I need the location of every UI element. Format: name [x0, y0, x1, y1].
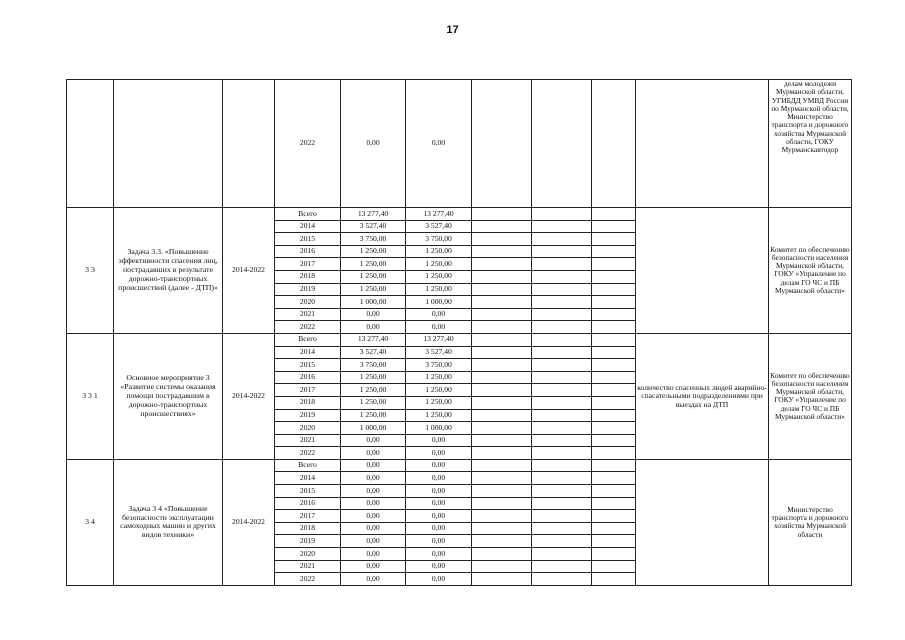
total-cell: 1 250,00 — [341, 396, 406, 409]
local-budget-cell — [532, 346, 592, 359]
regional-budget-cell: 0,00 — [406, 459, 472, 472]
year-cell: 2018 — [275, 396, 341, 409]
total-cell: 1 250,00 — [341, 245, 406, 258]
regional-budget-cell: 3 750,00 — [406, 359, 472, 372]
table-row — [67, 333, 852, 346]
other-sources-cell — [592, 522, 636, 535]
total-cell: 3 527,40 — [341, 220, 406, 233]
year-cell: 2020 — [275, 548, 341, 561]
other-sources-cell — [592, 485, 636, 498]
year-cell: 2014 — [275, 220, 341, 233]
indicator-cell: количество спасенных людей аварийно-спасательными подразделениями при выездах на ДТП — [636, 333, 769, 459]
cell-federal — [472, 80, 532, 208]
total-cell: 13 277,40 — [341, 208, 406, 221]
total-cell: 1 250,00 — [341, 283, 406, 296]
local-budget-cell — [532, 308, 592, 321]
other-sources-cell — [592, 359, 636, 372]
local-budget-cell — [532, 371, 592, 384]
other-sources-cell — [592, 258, 636, 271]
task-code-cell: 3 3 1 — [67, 333, 114, 459]
regional-budget-cell: 1 000,00 — [406, 296, 472, 309]
task-period-cell: 2014-2022 — [223, 208, 275, 334]
total-cell: 3 750,00 — [341, 233, 406, 246]
year-cell: 2021 — [275, 560, 341, 573]
total-cell: 3 750,00 — [341, 359, 406, 372]
local-budget-cell — [532, 447, 592, 460]
year-cell: 2020 — [275, 422, 341, 435]
cell-period — [223, 80, 275, 208]
federal-budget-cell — [472, 233, 532, 246]
local-budget-cell — [532, 409, 592, 422]
continuation-row — [67, 80, 852, 208]
other-sources-cell — [592, 283, 636, 296]
regional-budget-cell: 0,00 — [406, 535, 472, 548]
task-period-cell: 2014-2022 — [223, 459, 275, 585]
table-row — [67, 208, 852, 221]
cell-indicator — [636, 80, 769, 208]
year-cell: 2018 — [275, 270, 341, 283]
regional-budget-cell: 0,00 — [406, 434, 472, 447]
federal-budget-cell — [472, 522, 532, 535]
year-cell: 2015 — [275, 485, 341, 498]
local-budget-cell — [532, 396, 592, 409]
federal-budget-cell — [472, 573, 532, 586]
local-budget-cell — [532, 510, 592, 523]
regional-budget-cell: 1 250,00 — [406, 371, 472, 384]
local-budget-cell — [532, 296, 592, 309]
regional-budget-cell: 3 527,40 — [406, 220, 472, 233]
other-sources-cell — [592, 409, 636, 422]
regional-budget-cell: 3 750,00 — [406, 233, 472, 246]
year-cell: 2015 — [275, 233, 341, 246]
local-budget-cell — [532, 270, 592, 283]
cell-total: 0,00 — [341, 80, 406, 208]
federal-budget-cell — [472, 245, 532, 258]
regional-budget-cell: 13 277,40 — [406, 333, 472, 346]
executor-cell: Министерство транспорта и дорожного хозяйства Мурманской области — [769, 459, 852, 585]
total-cell: 1 250,00 — [341, 371, 406, 384]
total-cell: 13 277,40 — [341, 333, 406, 346]
year-cell: 2017 — [275, 510, 341, 523]
program-table — [66, 79, 852, 586]
year-cell: 2014 — [275, 472, 341, 485]
indicator-cell — [636, 208, 769, 334]
year-cell: 2019 — [275, 535, 341, 548]
total-cell: 0,00 — [341, 459, 406, 472]
regional-budget-cell: 1 000,00 — [406, 422, 472, 435]
total-cell: 1 000,00 — [341, 422, 406, 435]
other-sources-cell — [592, 510, 636, 523]
total-cell: 1 250,00 — [341, 409, 406, 422]
other-sources-cell — [592, 573, 636, 586]
local-budget-cell — [532, 220, 592, 233]
task-name-cell: Основное мероприятие 3 «Развитие системы оказания помощи пострадавшим в дорожно-транспортных происшествиях» — [114, 333, 223, 459]
regional-budget-cell: 0,00 — [406, 497, 472, 510]
year-cell: 2014 — [275, 346, 341, 359]
other-sources-cell — [592, 220, 636, 233]
federal-budget-cell — [472, 258, 532, 271]
other-sources-cell — [592, 472, 636, 485]
local-budget-cell — [532, 359, 592, 372]
local-budget-cell — [532, 333, 592, 346]
regional-budget-cell: 0,00 — [406, 472, 472, 485]
year-cell: 2022 — [275, 447, 341, 460]
regional-budget-cell: 1 250,00 — [406, 258, 472, 271]
local-budget-cell — [532, 434, 592, 447]
year-cell: 2017 — [275, 258, 341, 271]
other-sources-cell — [592, 384, 636, 397]
other-sources-cell — [592, 548, 636, 561]
federal-budget-cell — [472, 270, 532, 283]
federal-budget-cell — [472, 472, 532, 485]
total-cell: 0,00 — [341, 497, 406, 510]
year-cell: 2016 — [275, 245, 341, 258]
regional-budget-cell: 13 277,40 — [406, 208, 472, 221]
year-cell: 2021 — [275, 434, 341, 447]
year-cell: 2015 — [275, 359, 341, 372]
local-budget-cell — [532, 573, 592, 586]
local-budget-cell — [532, 472, 592, 485]
executor-cell: Комитет по обеспечению безопасности населения Мурманской области, ГОКУ «Управление по делам ГО ЧС и ПБ Мурманской области» — [769, 208, 852, 334]
local-budget-cell — [532, 283, 592, 296]
other-sources-cell — [592, 535, 636, 548]
local-budget-cell — [532, 485, 592, 498]
regional-budget-cell: 1 250,00 — [406, 396, 472, 409]
other-sources-cell — [592, 447, 636, 460]
federal-budget-cell — [472, 459, 532, 472]
regional-budget-cell: 1 250,00 — [406, 245, 472, 258]
total-cell: 0,00 — [341, 548, 406, 561]
regional-budget-cell: 0,00 — [406, 510, 472, 523]
regional-budget-cell: 1 250,00 — [406, 384, 472, 397]
local-budget-cell — [532, 497, 592, 510]
cell-other — [592, 80, 636, 208]
year-cell: 2018 — [275, 522, 341, 535]
local-budget-cell — [532, 233, 592, 246]
local-budget-cell — [532, 245, 592, 258]
total-cell: 0,00 — [341, 522, 406, 535]
total-cell: 0,00 — [341, 535, 406, 548]
task-name-cell: Задача 3.3. «Повышение эффективности спасения лиц, пострадавших в результате дорожно-транспортных происшествий (далее - ДТП)» — [114, 208, 223, 334]
table-body — [67, 80, 852, 586]
federal-budget-cell — [472, 371, 532, 384]
cell-local — [532, 80, 592, 208]
other-sources-cell — [592, 208, 636, 221]
other-sources-cell — [592, 270, 636, 283]
federal-budget-cell — [472, 434, 532, 447]
regional-budget-cell: 0,00 — [406, 485, 472, 498]
federal-budget-cell — [472, 422, 532, 435]
federal-budget-cell — [472, 560, 532, 573]
local-budget-cell — [532, 522, 592, 535]
local-budget-cell — [532, 560, 592, 573]
task-code-cell: 3 3 — [67, 208, 114, 334]
total-cell: 1 250,00 — [341, 384, 406, 397]
other-sources-cell — [592, 296, 636, 309]
regional-budget-cell: 0,00 — [406, 321, 472, 334]
other-sources-cell — [592, 321, 636, 334]
regional-budget-cell: 0,00 — [406, 560, 472, 573]
year-cell: 2016 — [275, 497, 341, 510]
federal-budget-cell — [472, 447, 532, 460]
total-cell: 1 250,00 — [341, 258, 406, 271]
year-cell: Всего — [275, 208, 341, 221]
regional-budget-cell: 0,00 — [406, 308, 472, 321]
federal-budget-cell — [472, 485, 532, 498]
total-cell: 1 250,00 — [341, 270, 406, 283]
executor-cell: Комитет по обеспечению безопасности населения Мурманской области, ГОКУ «Управление по делам ГО ЧС и ПБ Мурманской области» — [769, 333, 852, 459]
total-cell: 3 527,40 — [341, 346, 406, 359]
total-cell: 0,00 — [341, 510, 406, 523]
federal-budget-cell — [472, 208, 532, 221]
task-code-cell: 3 4 — [67, 459, 114, 585]
federal-budget-cell — [472, 220, 532, 233]
task-period-cell: 2014-2022 — [223, 333, 275, 459]
federal-budget-cell — [472, 346, 532, 359]
year-cell: 2019 — [275, 283, 341, 296]
regional-budget-cell: 1 250,00 — [406, 409, 472, 422]
federal-budget-cell — [472, 384, 532, 397]
total-cell: 0,00 — [341, 472, 406, 485]
local-budget-cell — [532, 208, 592, 221]
other-sources-cell — [592, 346, 636, 359]
total-cell: 1 000,00 — [341, 296, 406, 309]
cell-regional: 0,00 — [406, 80, 472, 208]
regional-budget-cell: 1 250,00 — [406, 283, 472, 296]
local-budget-cell — [532, 459, 592, 472]
local-budget-cell — [532, 535, 592, 548]
local-budget-cell — [532, 548, 592, 561]
cell-name — [114, 80, 223, 208]
local-budget-cell — [532, 258, 592, 271]
year-cell: Всего — [275, 459, 341, 472]
other-sources-cell — [592, 333, 636, 346]
cell-code — [67, 80, 114, 208]
task-name-cell: Задача 3 4 «Повышение безопасности эксплуатации самоходных машин и других видов техники» — [114, 459, 223, 585]
executor-cell: делам молодежи Мурманской области, УГИБДД УМВД России по Мурманской области, Министерство транспорта и дорожного хозяйства Мурманской области, ГОКУ Мурманскавтодор — [769, 80, 852, 208]
federal-budget-cell — [472, 283, 532, 296]
other-sources-cell — [592, 308, 636, 321]
federal-budget-cell — [472, 359, 532, 372]
federal-budget-cell — [472, 409, 532, 422]
federal-budget-cell — [472, 308, 532, 321]
other-sources-cell — [592, 422, 636, 435]
year-cell: 2021 — [275, 308, 341, 321]
total-cell: 0,00 — [341, 434, 406, 447]
federal-budget-cell — [472, 548, 532, 561]
regional-budget-cell: 0,00 — [406, 548, 472, 561]
federal-budget-cell — [472, 510, 532, 523]
other-sources-cell — [592, 371, 636, 384]
other-sources-cell — [592, 245, 636, 258]
year-cell: 2017 — [275, 384, 341, 397]
total-cell: 0,00 — [341, 573, 406, 586]
table-row — [67, 459, 852, 472]
other-sources-cell — [592, 434, 636, 447]
other-sources-cell — [592, 396, 636, 409]
year-cell: 2022 — [275, 573, 341, 586]
total-cell: 0,00 — [341, 485, 406, 498]
regional-budget-cell: 0,00 — [406, 522, 472, 535]
other-sources-cell — [592, 560, 636, 573]
other-sources-cell — [592, 497, 636, 510]
year-cell: 2022 — [275, 321, 341, 334]
total-cell: 0,00 — [341, 308, 406, 321]
federal-budget-cell — [472, 396, 532, 409]
year-cell: Всего — [275, 333, 341, 346]
federal-budget-cell — [472, 296, 532, 309]
total-cell: 0,00 — [341, 560, 406, 573]
federal-budget-cell — [472, 535, 532, 548]
total-cell: 0,00 — [341, 447, 406, 460]
local-budget-cell — [532, 321, 592, 334]
year-cell: 2016 — [275, 371, 341, 384]
page-number: 17 — [446, 24, 459, 36]
year-cell: 2019 — [275, 409, 341, 422]
cell-year: 2022 — [275, 80, 341, 208]
other-sources-cell — [592, 459, 636, 472]
regional-budget-cell: 0,00 — [406, 573, 472, 586]
regional-budget-cell: 3 527,40 — [406, 346, 472, 359]
local-budget-cell — [532, 422, 592, 435]
program-table-container — [66, 79, 852, 586]
regional-budget-cell: 0,00 — [406, 447, 472, 460]
other-sources-cell — [592, 233, 636, 246]
local-budget-cell — [532, 384, 592, 397]
federal-budget-cell — [472, 497, 532, 510]
regional-budget-cell: 1 250,00 — [406, 270, 472, 283]
indicator-cell — [636, 459, 769, 585]
federal-budget-cell — [472, 321, 532, 334]
federal-budget-cell — [472, 333, 532, 346]
year-cell: 2020 — [275, 296, 341, 309]
total-cell: 0,00 — [341, 321, 406, 334]
